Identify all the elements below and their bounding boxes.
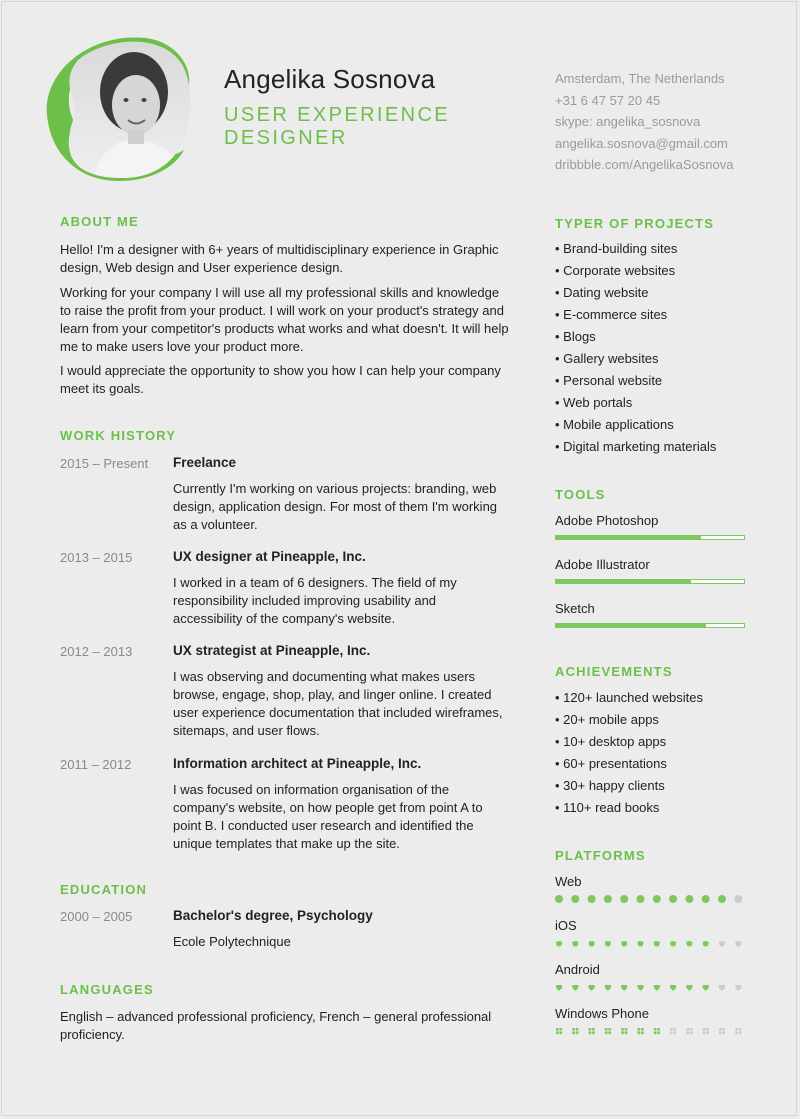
rating-mark-filled	[555, 895, 563, 903]
rating-mark-filled	[572, 1028, 578, 1034]
contact-skype[interactable]: skype: angelika_sosnova	[555, 114, 701, 130]
list-item: • E-commerce sites	[555, 307, 668, 322]
about-paragraph-2: Working for your company I will use all my professional skills and knowledge to raise the profit from your product. I will work on your product's strategy and learn from your competitor's products what works and what doesn't. It will help me to make users love your product more.	[60, 285, 509, 354]
rating-mark-filled	[572, 985, 578, 991]
contact-dribbble[interactable]: dribbble.com/AngelikaSosnova	[555, 157, 734, 173]
list-item: • 110+ read books	[555, 800, 660, 815]
work-history-title: WORK HISTORY	[60, 428, 177, 443]
list-item: • Personal website	[555, 373, 663, 388]
list-item: • 120+ launched websites	[555, 690, 704, 705]
rating-mark-filled	[571, 895, 579, 903]
rating-mark-filled	[605, 939, 611, 947]
tools-title: TOOLS	[555, 487, 606, 502]
list-item: • Brand-building sites	[555, 241, 678, 256]
job-description: I worked in a team of 6 designers. The field of my responsibility included improving usability and accessibility of the company's website.	[173, 575, 457, 626]
platform-name: Android	[555, 962, 600, 977]
platform-rating-marks	[555, 982, 747, 992]
job-description: I was focused on information organisation of the company's website, on how people get from point A to point B. I conducted user research and identified the unique templates that make up the site.	[173, 782, 483, 851]
list-item: • Gallery websites	[555, 351, 659, 366]
rating-mark-filled	[638, 985, 644, 991]
rating-mark-filled	[556, 985, 562, 991]
about-paragraph-3: I would appreciate the opportunity to show you how I can help your company meet its goals.	[60, 363, 501, 396]
rating-mark-filled	[670, 939, 676, 947]
rating-mark-filled	[588, 895, 596, 903]
achievements-title: ACHIEVEMENTS	[555, 664, 673, 679]
rating-mark-filled	[654, 985, 660, 991]
rating-mark-filled	[654, 939, 660, 947]
list-item: • 60+ presentations	[555, 756, 667, 771]
platform-rating	[555, 982, 747, 992]
tool-skill-fill	[556, 536, 701, 539]
rating-mark-empty	[703, 1028, 709, 1034]
rating-mark-filled	[621, 985, 627, 991]
tool-name: Adobe Photoshop	[555, 513, 659, 528]
languages-text: English – advanced professional proficiency, French – general professional proficiency.	[60, 1009, 492, 1042]
rating-mark-filled	[686, 939, 692, 947]
tool-skill-bar	[555, 579, 745, 584]
rating-mark-filled	[703, 985, 709, 991]
platform-rating-marks	[555, 1026, 747, 1036]
rating-mark-filled	[604, 895, 612, 903]
job-period: 2013 – 2015	[60, 550, 133, 565]
tool-name: Sketch	[555, 601, 595, 616]
rating-mark-filled	[637, 895, 645, 903]
rating-mark-filled	[589, 985, 595, 991]
rating-mark-filled	[686, 985, 692, 991]
job-period: 2012 – 2013	[60, 644, 133, 659]
platform-rating	[555, 894, 747, 904]
list-item: • Corporate websites	[555, 263, 676, 278]
list-item: • Blogs	[555, 329, 596, 344]
profile-photo	[38, 30, 198, 182]
rating-mark-filled	[620, 895, 628, 903]
rating-mark-filled	[638, 939, 644, 947]
tool-skill-bar	[555, 623, 745, 628]
job-period: 2011 – 2012	[60, 757, 132, 772]
education-degree: Bachelor's degree, Psychology	[173, 908, 373, 923]
languages-title: LANGUAGES	[60, 982, 154, 997]
job-period: 2015 – Present	[60, 456, 149, 471]
tool-skill-bar	[555, 535, 745, 540]
platform-name: iOS	[555, 918, 577, 933]
portrait-photo-icon	[38, 30, 198, 182]
job-description: I was observing and documenting what makes users browse, engage, shop, play, and linger online. I created user experience documentation that included wireframes, sitemaps, and user flows.	[173, 669, 503, 738]
job-title: Freelance	[173, 455, 237, 470]
platform-rating-marks	[555, 938, 747, 948]
contact-info	[555, 68, 734, 176]
tool-name: Adobe Illustrator	[555, 557, 650, 572]
platform-rating-marks	[555, 894, 747, 904]
contact-location: Amsterdam, The Netherlands	[555, 71, 725, 86]
role-line-2: DESIGNER	[224, 127, 348, 149]
education-school: Ecole Polytechnique	[173, 934, 291, 949]
rating-mark-filled	[556, 1028, 562, 1034]
rating-mark-filled	[572, 939, 578, 947]
contact-email[interactable]: angelika.sosnova@gmail.com	[555, 135, 728, 151]
list-item: • Mobile applications	[555, 417, 674, 432]
education-title: EDUCATION	[60, 882, 148, 897]
rating-mark-empty	[670, 1028, 676, 1034]
job-title: UX strategist at Pineapple, Inc.	[173, 643, 371, 658]
platform-name: Web	[555, 874, 582, 889]
rating-mark-filled	[718, 895, 726, 903]
rating-mark-filled	[653, 895, 661, 903]
rating-mark-filled	[621, 1028, 627, 1034]
rating-mark-filled	[589, 939, 595, 947]
role-line-1: USER EXPERIENCE	[224, 104, 451, 126]
platform-rating	[555, 1026, 747, 1036]
rating-mark-filled	[556, 939, 562, 947]
rating-mark-filled	[638, 1028, 644, 1034]
rating-mark-filled	[654, 1028, 660, 1034]
rating-mark-empty	[719, 939, 725, 947]
list-item: • Web portals	[555, 395, 633, 410]
rating-mark-empty	[735, 985, 741, 991]
rating-mark-empty	[719, 1028, 725, 1034]
rating-mark-filled	[669, 895, 677, 903]
rating-mark-filled	[589, 1028, 595, 1034]
platform-name: Windows Phone	[555, 1006, 649, 1021]
candidate-name: Angelika Sosnova	[224, 64, 436, 94]
rating-mark-empty	[719, 985, 725, 991]
about-title: ABOUT ME	[60, 214, 139, 229]
projects-title: TYPER OF PROJECTS	[555, 216, 715, 231]
tool-skill-fill	[556, 580, 691, 583]
rating-mark-filled	[621, 939, 627, 947]
rating-mark-filled	[670, 985, 676, 991]
rating-mark-filled	[685, 895, 693, 903]
job-description: Currently I'm working on various projects: branding, web design, application design. For most of them I'm working as a volunteer.	[173, 481, 498, 532]
rating-mark-filled	[605, 985, 611, 991]
rating-mark-empty	[735, 939, 741, 947]
rating-mark-empty	[686, 1028, 692, 1034]
rating-mark-filled	[702, 895, 710, 903]
job-title: UX designer at Pineapple, Inc.	[173, 549, 366, 564]
rating-mark-filled	[605, 1028, 611, 1034]
achievements-list	[555, 687, 703, 819]
platforms-title: PLATFORMS	[555, 848, 646, 863]
list-item: • Dating website	[555, 285, 649, 300]
projects-list	[555, 238, 716, 458]
education-period: 2000 – 2005	[60, 909, 133, 924]
platform-rating	[555, 938, 747, 948]
rating-mark-empty	[734, 895, 742, 903]
job-title: Information architect at Pineapple, Inc.	[173, 756, 422, 771]
rating-mark-filled	[703, 939, 709, 947]
about-paragraph-1: Hello! I'm a designer with 6+ years of multidisciplinary experience in Graphic design, Web design and User experience design.	[60, 242, 499, 275]
list-item: • 10+ desktop apps	[555, 734, 667, 749]
contact-phone[interactable]: +31 6 47 57 20 45	[555, 92, 661, 108]
list-item: • Digital marketing materials	[555, 439, 717, 454]
list-item: • 20+ mobile apps	[555, 712, 659, 727]
job-role	[224, 104, 484, 150]
rating-mark-empty	[735, 1028, 741, 1034]
tool-skill-fill	[556, 624, 706, 627]
list-item: • 30+ happy clients	[555, 778, 665, 793]
